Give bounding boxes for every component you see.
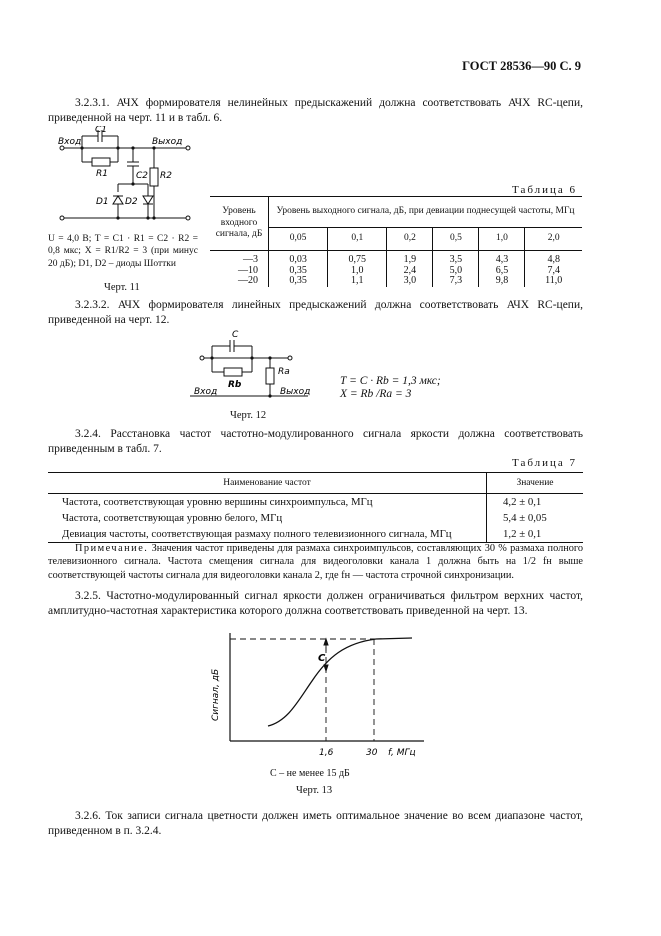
table7-header-name: Наименование частот xyxy=(48,473,487,494)
table-7 xyxy=(48,472,583,543)
table6-freq-header: 1,0 xyxy=(479,228,525,251)
table7-name-cell: Девиация частоты, соответствующая размаху полного телевизионного сигнала, МГц xyxy=(48,526,487,543)
fig11-c1-label: C1 xyxy=(95,126,108,135)
table7-row xyxy=(48,494,583,511)
table-6 xyxy=(210,196,582,287)
table6-value-cell: 4,3 xyxy=(479,251,525,266)
table6-row xyxy=(210,251,582,266)
table7-row xyxy=(48,510,583,526)
fig11-c2-label: C2 xyxy=(136,171,149,181)
table7-header-value: Значение xyxy=(516,477,554,488)
table6-value-cell: 1,0 xyxy=(328,266,387,277)
table6-value-cell: 1,9 xyxy=(387,251,433,266)
fig11-d1-label: D1 xyxy=(96,197,109,207)
paragraph-3231: 3.2.3.1. АЧХ формирователя нелинейных предыскажений должна соответствовать АЧХ RC-цепи, приведенной на черт. 11 и в табл. 6. xyxy=(48,97,583,124)
table6-value-cell: 0,75 xyxy=(328,251,387,266)
table7-name-cell: Частота, соответствующая уровню белого, МГц xyxy=(48,510,487,526)
fig11-caption: Черт. 11 xyxy=(104,282,140,293)
fig12-rb-label: Rb xyxy=(228,380,242,390)
fig11-d2-label: D2 xyxy=(125,197,138,207)
figure-13-chart xyxy=(200,625,440,765)
fig11-output-label: Выход xyxy=(152,137,183,147)
fig11-params: U = 4,0 В; T = C1 · R1 = C2 · R2 = 0,8 мкс; X = R1/R2 = 3 (при минус 20 дБ); D1, D2 – диоды Шоттки xyxy=(48,234,198,269)
fig12-c-label: C xyxy=(232,330,239,340)
table7-note xyxy=(48,542,583,582)
fig12-output-label: Выход xyxy=(280,387,311,397)
table6-value-cell: 0,35 xyxy=(269,276,328,287)
table6-freq-header: 2,0 xyxy=(525,228,582,251)
figure-11-circuit xyxy=(48,126,208,232)
table6-level-cell: —20 xyxy=(210,276,269,287)
fig13-xlabel: f, МГц xyxy=(388,748,416,758)
paragraph-326: 3.2.6. Ток записи сигнала цветности должен иметь оптимальное значение во всем диапазоне частот, приведенном в п. 3.2.4. xyxy=(48,810,583,837)
table6-label: Таблица 6 xyxy=(512,184,578,196)
fig13-tick-1: 1,6 xyxy=(319,748,334,758)
fig13-tick-2: 30 xyxy=(366,748,378,758)
table6-value-cell: 0,03 xyxy=(269,251,328,266)
fig12-eq1: T = C · Rb = 1,3 мкс; xyxy=(340,375,441,387)
fig13-caption: Черт. 13 xyxy=(296,785,333,796)
table7-name-cell: Частота, соответствующая уровню вершины синхроимпульса, МГц xyxy=(48,494,487,511)
table6-freq-header: 0,05 xyxy=(269,228,328,251)
table6-value-cell: 3,0 xyxy=(387,276,433,287)
table6-value-cell: 4,8 xyxy=(547,254,560,265)
fig12-input-label: Вход xyxy=(194,387,218,397)
paragraph-3232: 3.2.3.2. АЧХ формирователя линейных предыскажений должна соответствовать АЧХ RC-цепи, приведенной на черт. 12. xyxy=(48,299,583,326)
note-head: Примечание. xyxy=(75,543,149,554)
figure-12-circuit xyxy=(190,328,320,406)
paragraph-324: 3.2.4. Расстановка частот частотно-модулированного сигнала яркости должна соответствовать приведенным в табл. 7. xyxy=(48,428,583,455)
paragraph-325: 3.2.5. Частотно-модулированный сигнал яркости должен ограничиваться фильтром верхних частот, амплитудно-частотная характеристика которого должна соответствовать приведенной на черт. 13. xyxy=(48,590,583,617)
fig11-r1-label: R1 xyxy=(96,169,108,179)
table6-value-cell: 11,0 xyxy=(545,275,563,286)
fig11-input-label: Вход xyxy=(58,137,82,147)
table6-freq-header: 0,2 xyxy=(387,228,433,251)
table6-group-header: Уровень выходного сигнала, дБ, при девиации поднесущей частоты, МГц xyxy=(269,197,583,228)
fig12-caption: Черт. 12 xyxy=(230,410,267,421)
table6-value-cell: 9,8 xyxy=(479,276,525,287)
note-text: Значения частот приведены для размаха синхроимпульсов, составляющих 30 % размаха полного телевизионного сигнала. Частота смещения сигнала для видеоголовки канала 1 должна быть на 1/2 fн выше соответствующей частоты сигнала для видеоголовки канала 2, где fн — частота строчной синхронизации. xyxy=(48,543,583,581)
page-header: ГОСТ 28536—90 С. 9 xyxy=(462,59,581,73)
table6-value-cell: 7,3 xyxy=(433,276,479,287)
table7-value-cell: 1,2 ± 0,1 xyxy=(503,528,542,541)
fig12-ra-label: Ra xyxy=(278,367,290,377)
table6-value-cell: 0,35 xyxy=(269,266,328,277)
table6-value-cell: 3,5 xyxy=(433,251,479,266)
table6-value-cell: 1,1 xyxy=(328,276,387,287)
fig13-c-label: C xyxy=(318,653,326,664)
table6-freq-header: 0,5 xyxy=(433,228,479,251)
fig12-eq2: X = Rb /Ra = 3 xyxy=(340,388,412,400)
fig13-ylabel: Сигнал, дБ xyxy=(211,668,221,721)
table7-value-cell: 4,2 ± 0,1 xyxy=(503,496,542,508)
table6-row xyxy=(210,276,582,287)
table6-value-cell: 2,4 xyxy=(387,266,433,277)
table6-value-cell: 6,5 xyxy=(479,266,525,277)
table6-level-cell: —3 xyxy=(210,251,269,266)
table7-row xyxy=(48,526,583,543)
table6-row xyxy=(210,266,582,277)
table6-freq-header: 0,1 xyxy=(328,228,387,251)
table7-label: Таблица 7 xyxy=(512,457,578,469)
fig11-r2-label: R2 xyxy=(160,171,172,181)
table7-value-cell: 5,4 ± 0,05 xyxy=(503,512,547,525)
fig13-note: C – не менее 15 дБ xyxy=(270,768,350,779)
table6-level-cell: —10 xyxy=(210,266,269,277)
table6-value-cell: 7,4 xyxy=(547,264,560,276)
table6-col0-header: Уровень входного сигнала, дБ xyxy=(210,197,269,251)
table6-value-cell: 5,0 xyxy=(433,266,479,277)
